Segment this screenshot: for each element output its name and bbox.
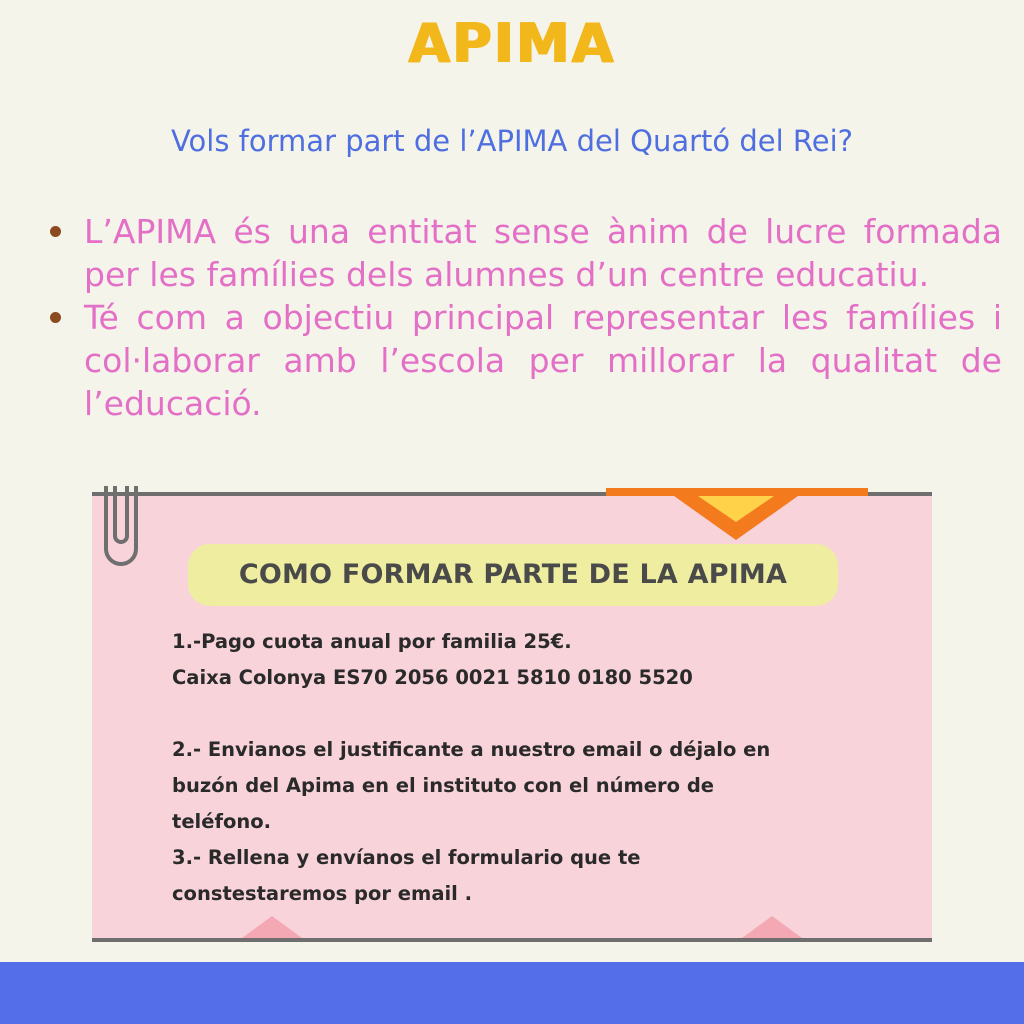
orange-tab-decoration [606, 488, 868, 496]
step-line: teléfono. [172, 810, 272, 833]
info-list [44, 210, 1002, 425]
step-line: 1.-Pago cuota anual por familia 25€. [172, 630, 572, 653]
list-item [44, 296, 1002, 425]
page-subtitle: Vols formar part de l’APIMA del Quartó del Rei? [170, 124, 854, 158]
step-line: Caixa Colonya ES70 2056 0021 5810 0180 5520 [172, 666, 693, 689]
corner-tab-left-decoration [242, 916, 302, 938]
card-heading: COMO FORMAR PARTE DE LA APIMA [188, 544, 838, 606]
step-line: constestaremos por email . [172, 882, 473, 905]
list-item [44, 210, 1002, 296]
paperclip-inner-icon [113, 486, 129, 544]
corner-tab-right-decoration [742, 916, 802, 938]
ribbon-inner-decoration [698, 496, 774, 522]
step-line: buzón del Apima en el instituto con el número de [172, 774, 715, 797]
membership-card [92, 492, 932, 942]
page-title: APIMA [408, 12, 616, 75]
step-line: 3.- Rellena y envíanos el formulario que te [172, 846, 641, 869]
list-item-text: Té com a objectiu principal representar les famílies i col·laborar amb l’escola per millorar la qualitat de l’educació. [84, 298, 1002, 423]
bullet-dot-icon [50, 226, 61, 237]
footer-bar [0, 962, 1024, 1024]
list-item-text: L’APIMA és una entitat sense ànim de lucre formada per les famílies dels alumnes d’un centre educatiu. [84, 212, 1002, 294]
steps-text [172, 624, 902, 912]
bullet-dot-icon [50, 312, 61, 323]
step-line: 2.- Envianos el justificante a nuestro email o déjalo en [172, 738, 771, 761]
card-body [92, 492, 932, 942]
